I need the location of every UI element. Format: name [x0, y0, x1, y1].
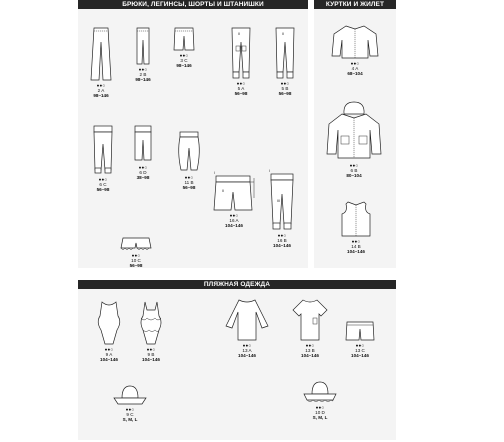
difficulty-dots: ●●○: [98, 177, 108, 182]
model-code: 10 C: [131, 258, 141, 263]
item-13b[interactable]: [290, 298, 330, 358]
item-2a[interactable]: [86, 26, 116, 98]
size-range: 56–98: [278, 91, 292, 96]
difficulty-dots: ●●○: [184, 175, 194, 180]
cuffed-pants-illustration: [273, 26, 297, 80]
item-3c[interactable]: [170, 26, 198, 68]
item-11b[interactable]: [174, 130, 204, 190]
item-13a[interactable]: [224, 298, 270, 358]
difficulty-dots: ●●○: [131, 253, 141, 258]
jogger-pants-illustration: [91, 124, 115, 176]
rash-guard-short-sleeve-illustration: [291, 298, 329, 342]
mark-label: II: [222, 189, 224, 193]
beachwear-section-header: ПЛЯЖНАЯ ОДЕЖДА: [78, 280, 396, 289]
size-range: 68–104: [347, 71, 363, 76]
jacket-illustration: [330, 24, 380, 60]
difficulty-dots: ●●○: [315, 405, 325, 410]
swimsuit-illustration: [95, 300, 123, 346]
model-code: 4 A: [351, 66, 359, 71]
model-code: 16 B: [277, 238, 287, 243]
difficulty-dots: ●●○: [236, 81, 246, 86]
size-range: 56–98: [234, 91, 248, 96]
size-range: 104–146: [225, 223, 243, 228]
difficulty-dots: ●●○: [229, 213, 239, 218]
ruffle-shorts-illustration: [119, 236, 153, 252]
difficulty-dots: ●●○: [349, 163, 359, 168]
jackets-section-header: КУРТКИ И ЖИЛЕТ: [314, 0, 396, 9]
item-14b[interactable]: [334, 200, 378, 254]
jackets-panel: [314, 0, 396, 268]
size-range: 104–146: [142, 357, 160, 362]
knee-shorts-illustration: [132, 124, 154, 164]
shorts-illustration: [172, 26, 196, 52]
model-code: 6 D: [139, 170, 147, 175]
difficulty-dots: ●●○: [104, 347, 114, 352]
size-range: 80–104: [346, 173, 362, 178]
size-range: 56–98: [182, 185, 196, 190]
item-16a[interactable]: [210, 168, 258, 228]
model-code: 3 C: [180, 58, 188, 63]
item-2b[interactable]: [130, 26, 156, 82]
model-code: 13 A: [242, 348, 252, 353]
mark-label: I: [269, 169, 270, 173]
difficulty-dots: ●●○: [351, 239, 361, 244]
model-code: 9 A: [105, 352, 113, 357]
model-code: 6 C: [99, 182, 107, 187]
item-9a[interactable]: [92, 300, 126, 362]
vest-illustration: [338, 200, 374, 238]
item-10c[interactable]: [116, 236, 156, 268]
item-4a[interactable]: [328, 24, 382, 76]
item-5b[interactable]: [270, 26, 300, 96]
item-6b[interactable]: [324, 100, 384, 178]
model-code: 16 A: [229, 218, 239, 223]
size-range: S, M, L: [312, 415, 328, 420]
model-code: 13 C: [355, 348, 365, 353]
difficulty-dots: ●●○: [138, 67, 148, 72]
difficulty-dots: ●●○: [280, 81, 290, 86]
pants-panel: [78, 0, 308, 268]
item-9b[interactable]: [134, 300, 168, 362]
sweat-shorts-illustration: [210, 168, 258, 212]
size-range: 104–146: [100, 357, 118, 362]
difficulty-dots: ●●○: [125, 407, 135, 412]
item-9c[interactable]: [110, 384, 150, 422]
size-range: 56–98: [96, 187, 110, 192]
item-16b[interactable]: [262, 168, 302, 248]
size-range: 104–146: [351, 353, 369, 358]
model-code: 10 D: [315, 410, 325, 415]
size-range: 104–146: [301, 353, 319, 358]
difficulty-dots: ●●○: [96, 83, 106, 88]
difficulty-dots: ●●○: [305, 343, 315, 348]
model-code: 6 B: [350, 168, 358, 173]
item-5a[interactable]: [226, 26, 256, 96]
cuffed-pants-illustration: [229, 26, 253, 80]
size-range: 38–98: [136, 175, 150, 180]
item-10d[interactable]: [300, 380, 340, 420]
rash-guard-long-sleeve-illustration: [224, 298, 270, 342]
model-code: 2 B: [139, 72, 147, 77]
size-range: S, M, L: [122, 417, 138, 422]
pants-section-header: БРЮКИ, ЛЕГИНСЫ, ШОРТЫ И ШТАНИШКИ: [78, 0, 308, 9]
difficulty-dots: ●●○: [350, 61, 360, 66]
item-13c[interactable]: [342, 320, 378, 358]
mark-label: III: [277, 199, 280, 203]
model-code: 5 B: [281, 86, 289, 91]
swim-shorts-illustration: [344, 320, 376, 342]
size-range: 98–146: [176, 63, 192, 68]
model-code: 13 B: [305, 348, 315, 353]
flared-pants-illustration: [89, 26, 113, 82]
item-6d[interactable]: [130, 124, 156, 180]
ruffle-swimsuit-illustration: [137, 300, 165, 346]
size-range: 98–146: [135, 77, 151, 82]
difficulty-dots: ●●○: [146, 347, 156, 352]
ruffle-hat-illustration: [302, 380, 338, 404]
difficulty-dots: ●●○: [355, 343, 365, 348]
size-range: 56–98: [129, 263, 143, 268]
item-6c[interactable]: [88, 124, 118, 192]
size-range: 104–146: [238, 353, 256, 358]
model-code: 5 A: [237, 86, 245, 91]
harem-pants-illustration: [176, 130, 202, 174]
sweat-pants-illustration: [267, 168, 297, 232]
size-range: 98–146: [93, 93, 109, 98]
size-range: 104–146: [273, 243, 291, 248]
model-code: 11 B: [184, 180, 194, 185]
mark-label: II: [282, 32, 284, 36]
catalog-page: [76, 0, 428, 442]
difficulty-dots: ●●○: [138, 165, 148, 170]
leggings-illustration: [134, 26, 152, 66]
model-code: 9 B: [147, 352, 155, 357]
difficulty-dots: ●●○: [277, 233, 287, 238]
model-code: 2 A: [97, 88, 105, 93]
mark-label: II: [238, 32, 240, 36]
mark-label: I: [214, 171, 215, 175]
hooded-jacket-illustration: [325, 100, 383, 162]
difficulty-dots: ●●○: [179, 53, 189, 58]
model-code: 9 C: [126, 412, 134, 417]
bucket-hat-illustration: [112, 384, 148, 406]
difficulty-dots: ●●○: [242, 343, 252, 348]
beachwear-panel: [78, 280, 396, 440]
model-code: 14 B: [351, 244, 361, 249]
size-range: 104–146: [347, 249, 365, 254]
